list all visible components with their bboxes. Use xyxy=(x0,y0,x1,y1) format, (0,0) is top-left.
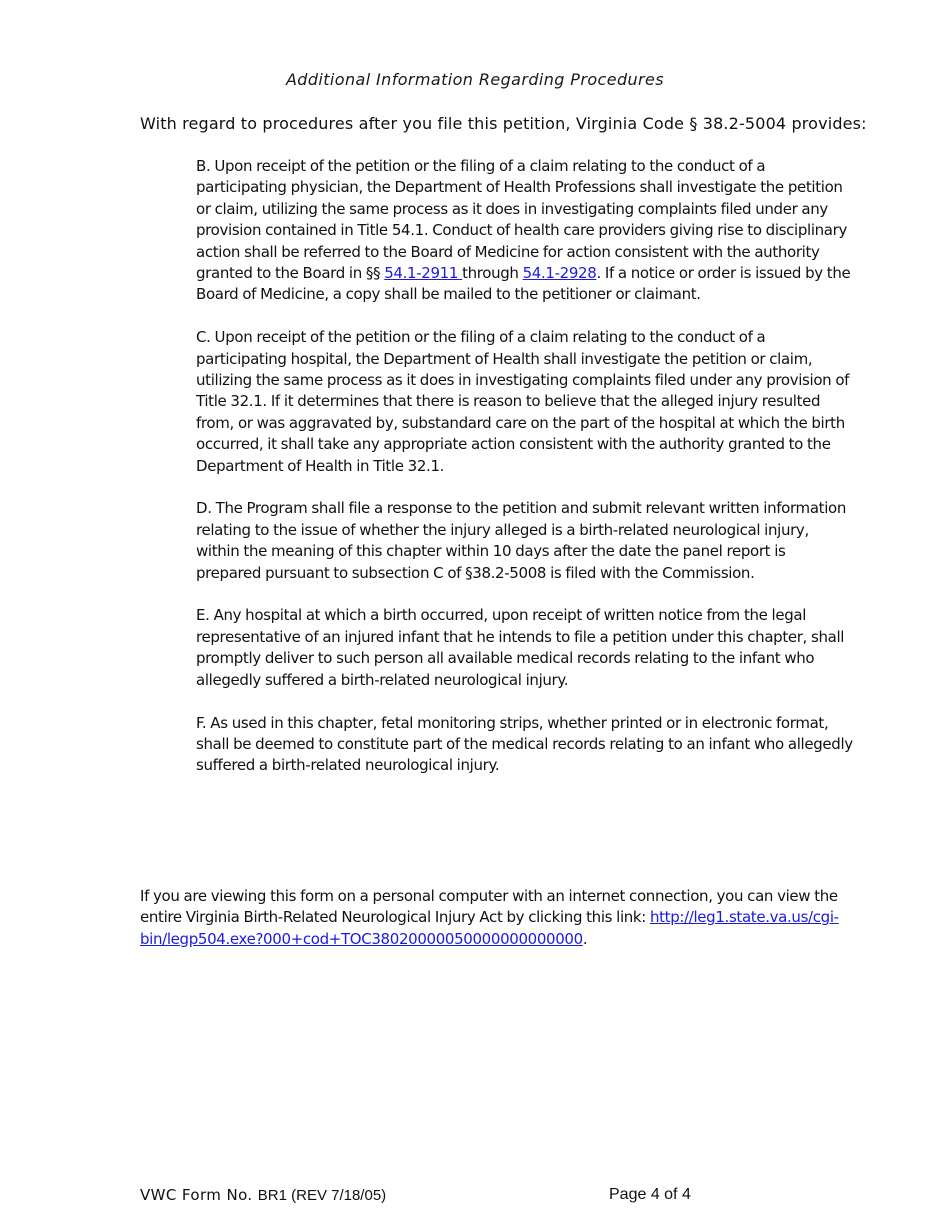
online-access-note xyxy=(140,886,860,950)
section-d: D. The Program shall file a response to the petition and submit relevant written information relating to the issue of whether the injury alleged is a birth-related neurological injury, within the meaning of this chapter within 10 days after the date the panel report is prepared pursuant to subsection C of §38.2-5008 is filed with the Commission. xyxy=(196,499,846,582)
code-link-54-1-2928[interactable]: 54.1-2928 xyxy=(522,264,597,283)
intro-statement: With regard to procedures after you file this petition, Virginia Code § 38.2-5004 provides: xyxy=(140,114,867,133)
form-revision: BR1 (REV 7/18/05) xyxy=(257,1187,387,1204)
code-link-54-1-2911[interactable]: 54.1-2911 xyxy=(384,264,463,283)
form-number xyxy=(140,1186,386,1204)
section-e: E. Any hospital at which a birth occurred, upon receipt of written notice from the legal representative of an injured infant that he intends to file a petition under this chapter, shall promptly deliver to such person all available medical records relating to the infant who allegedly suffered a birth-related neurological injury. xyxy=(196,606,845,689)
form-number-label: VWC Form No. xyxy=(140,1186,258,1204)
online-access-text: If you are viewing this form on a personal computer with an internet connection, you can view the entire Virginia Birth-Related Neurological Injury Act by clicking this link: xyxy=(140,887,838,927)
section-c: C. Upon receipt of the petition or the filing of a claim relating to the conduct of a participating hospital, the Department of Health shall investigate the petition or claim, utilizing the same process as it does in investigating complaints filed under any provision of Title 32.1. If it determines that there is reason to believe that the alleged injury resulted from, or was aggravated by, substandard care on the part of the hospital at which the birth occurred, it shall take any appropriate action consistent with the authority granted to the Department of Health in Title 32.1. xyxy=(196,328,850,475)
section-b-text-end: . If a notice or order is issued by the Board of Medicine, a copy shall be mailed to the petitioner or claimant. xyxy=(196,264,851,304)
page-heading: Additional Information Regarding Procedures xyxy=(285,70,665,89)
section-b xyxy=(196,156,854,306)
section-b-through: through xyxy=(462,264,523,283)
act-url-link[interactable]: http://leg1.state.va.us/cgi-bin/legp504.exe?000+cod+TOC38020000050000000000000 xyxy=(140,908,839,948)
code-sections xyxy=(196,156,854,798)
section-f: F. As used in this chapter, fetal monitoring strips, whether printed or in electronic format, shall be deemed to constitute part of the medical records relating to an infant who allegedly suffered a birth-related neurological injury. xyxy=(196,713,853,775)
page-number: Page 4 of 4 xyxy=(609,1186,691,1203)
section-b-text: B. Upon receipt of the petition or the filing of a claim relating to the conduct of a participating physician, the Department of Health Professions shall investigate the petition or claim, utilizing the same process as it does in investigating complaints filed under any provision contained in Title 54.1. Conduct of health care providers giving rise to disciplinary action shall be referred to the Board of Medicine for action consistent with the authority granted to the Board in §§ xyxy=(196,157,847,283)
online-access-end: . xyxy=(582,929,588,948)
